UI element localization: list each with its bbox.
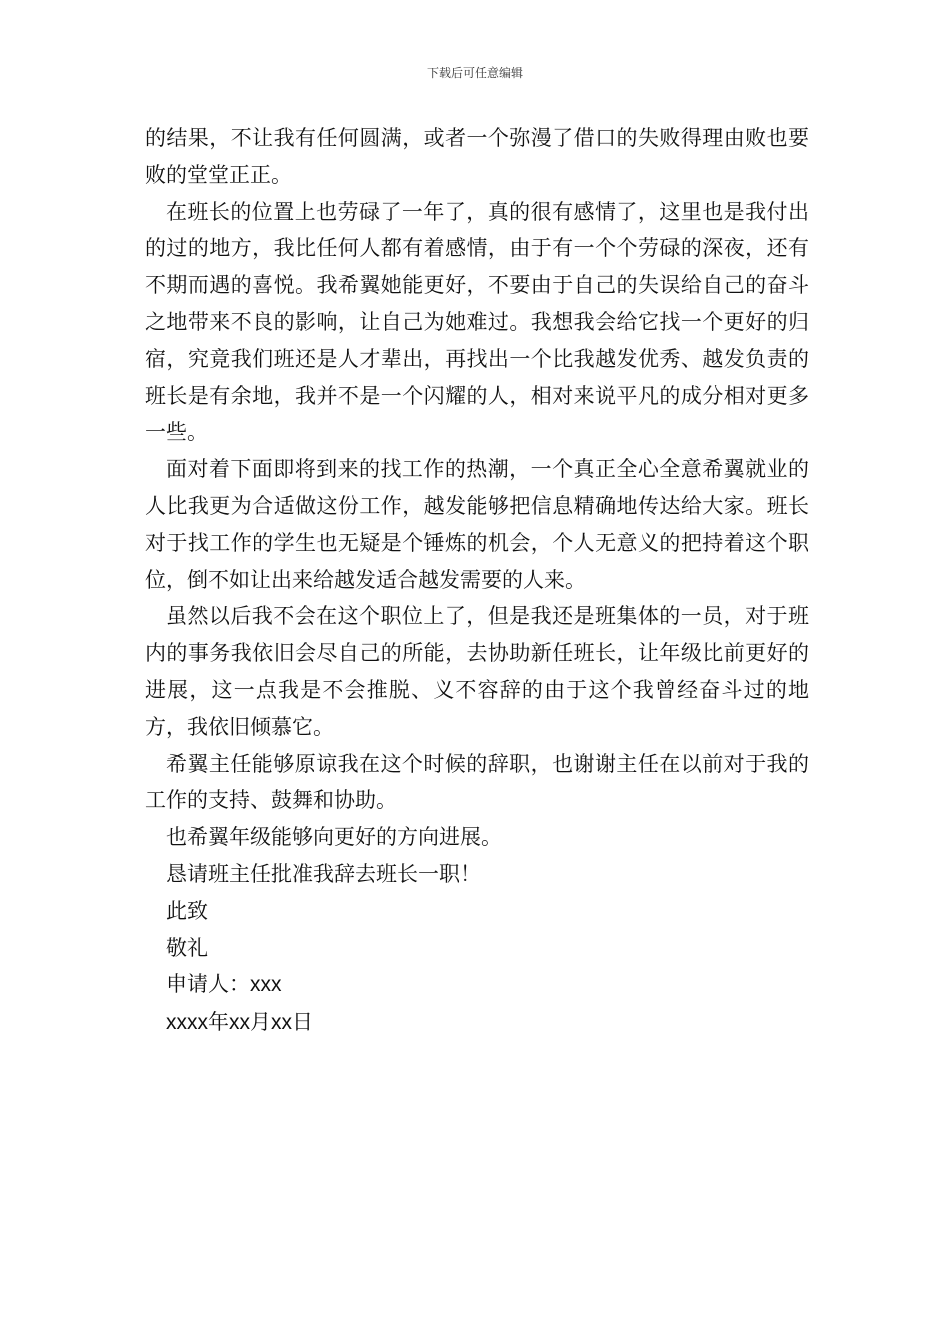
paragraph-request: 恳请班主任批准我辞去班长一职！ <box>166 861 481 886</box>
paragraph-monitor-role: 在班长的位置上也劳碌了一年了，真的很有感情了，这里也是我付出的过的地方，我比任何人都有着感情，由于有一个个劳碌的深夜，还有不期而遇的喜悦。我希翼她能更好，不要由于自己的失误给自己的奋斗之地带来不良的影响，让自己为她难过。我想我会给它找一个更好的归宿，究竟我们班还是人才辈出，再找出一个比我越发优秀、越发负责的班长是有余地，我并不是一个闪耀的人，相对来说平凡的成分相对更多一些。 <box>145 199 809 445</box>
paragraph-thanks: 希翼主任能够原谅我在这个时候的辞职，也谢谢主任在以前对于我的工作的支持、鼓舞和协助。 <box>145 751 809 813</box>
paragraph-job-search: 面对着下面即将到来的找工作的热潮，一个真正全心全意希翼就业的人比我更为合适做这份工作，越发能够把信息精确地传达给大家。班长对于找工作的学生也无疑是个锤炼的机会，个人无意义的把持着这个职位，倒不如让出来给越发适合越发需要的人来。 <box>145 457 809 592</box>
applicant-name: xxx <box>250 973 282 997</box>
letter-body <box>145 120 809 1042</box>
closing-salutation: 此致 <box>166 898 208 923</box>
paragraph-class-member: 虽然以后我不会在这个职位上了，但是我还是班集体的一员，对于班内的事务我依旧会尽自己的所能，去协助新任班长，让年级比前更好的进展，这一点我是不会推脱、义不容辞的由于这个我曾经奋斗过的地方，我依旧倾慕它。 <box>145 604 809 739</box>
date-day-unit: 日 <box>292 1010 313 1035</box>
date-year: xxxx <box>166 1011 208 1035</box>
paragraph-wish: 也希翼年级能够向更好的方向进展。 <box>166 825 502 850</box>
date-line <box>145 1004 809 1042</box>
page-header: 下载后可任意编辑 <box>426 66 523 80</box>
applicant-line <box>145 966 809 1004</box>
paragraph-continuation: 的结果，不让我有任何圆满，或者一个弥漫了借口的失败得理由败也要败的堂堂正正。 <box>145 126 809 187</box>
date-day: xx <box>271 1011 292 1035</box>
date-month: xx <box>229 1011 250 1035</box>
applicant-label: 申请人： <box>166 972 250 997</box>
date-year-unit: 年 <box>208 1010 229 1035</box>
closing-regards: 敬礼 <box>166 935 208 960</box>
date-month-unit: 月 <box>250 1010 271 1035</box>
